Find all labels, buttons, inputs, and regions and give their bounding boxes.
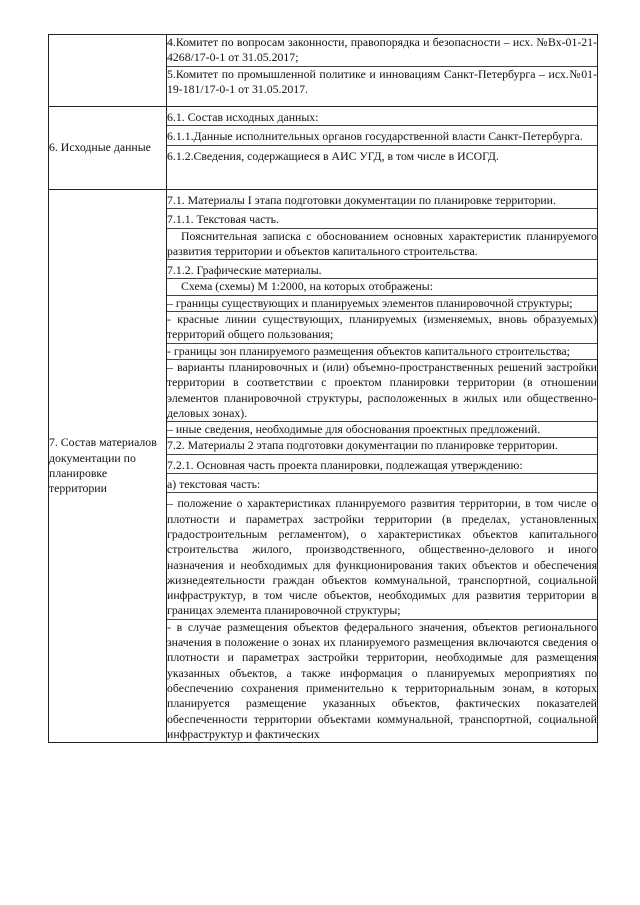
row-label: 7. Состав материалов документации по планировке территории [49, 435, 157, 496]
table-row [49, 107, 598, 190]
paragraph: – положение о характеристиках планируемого развития территории, в том числе о плотности и параметрах застройки территории (в пределах, установленных градостроительным регламентом), о характеристиках объектов капитального строительства жилого, производственного, общественно-делового и иного назначения и необходимых для функционирования таких объектов и обеспечения жизнедеятельности граждан объектов коммунальной, транспортной, социальной инфраструктур, в том числе объектов, необходимых для развития территории в границах элемента планировочной структуры; [167, 493, 597, 619]
table-row [49, 35, 598, 107]
paragraph: 7.1.2. Графические материалы. [167, 260, 597, 279]
paragraph: 7.2. Материалы 2 этапа подготовки документации по планировке территории. [167, 438, 597, 454]
table-row [49, 190, 598, 743]
paragraph: Пояснительная записка с обоснованием основных характеристик планируемого развития территории и объектов капитального строительства. [167, 229, 597, 261]
paragraph: 5.Комитет по промышленной политике и инновациям Санкт-Петербурга – исх.№01-19-181/17-0-1 от 31.05.2017. [167, 66, 597, 96]
paragraph: 7.1.1. Текстовая часть. [167, 209, 597, 228]
paragraph: - красные линии существующих, планируемых (изменяемых, вновь образуемых) территорий общего пользования; [167, 312, 597, 344]
paragraph: 4.Комитет по вопросам законности, правопорядка и безопасности – исх. №Вх-01-21-4268/17-0-1 от 31.05.2017; [167, 35, 597, 67]
row-label-cell [49, 107, 167, 190]
paragraph: - в случае размещения объектов федерального значения, объектов регионального значения в положение о зонах их планируемого размещения включаются сведения о плотности и параметрах застройки территории, необходимые для размещения указанных объектов, а также информация о планируемых мероприятиях по обеспечению сохранения применительно к территориальным зонам, в которых планируется размещение указанных объектов, фактических показателей обеспеченности территории объектами коммунальной, транспортной, социальной инфраструктур и фактических [167, 619, 597, 741]
paragraph: – варианты планировочных и (или) объемно-пространственных решений застройки территории в соответствии с проектом планировки территории (в отношении элементов планировочной структуры, расположенных в жилых или общественно-деловых зонах). [167, 360, 597, 422]
row-label: 6. Исходные данные [49, 140, 151, 155]
paragraph: Схема (схемы) М 1:2000, на которых отображены: [167, 279, 597, 295]
row-content-cell [167, 190, 598, 743]
paragraph: 7.1. Материалы I этапа подготовки документации по планировке территории. [167, 190, 597, 209]
paragraph: 6.1.2.Сведения, содержащиеся в АИС УГД, в том числе в ИСОГД. [167, 148, 499, 163]
paragraph: а) текстовая часть: [167, 474, 597, 493]
document-table [48, 34, 598, 743]
row-label-cell [49, 35, 167, 107]
paragraph: – иные сведения, необходимые для обоснования проектных предложений. [167, 422, 597, 438]
paragraph: 6.1. Состав исходных данных: [167, 107, 597, 126]
row-content-cell [167, 35, 598, 107]
row-content-cell [167, 107, 598, 190]
paragraph: 7.2.1. Основная часть проекта планировки, подлежащая утверждению: [167, 455, 597, 474]
paragraph: – границы существующих и планируемых элементов планировочной структуры; [167, 296, 597, 312]
row-label-cell [49, 190, 167, 743]
paragraph: - границы зон планируемого размещения объектов капитального строительства; [167, 344, 597, 360]
paragraph: 6.1.1.Данные исполнительных органов государственной власти Санкт-Петербурга. [167, 126, 597, 145]
